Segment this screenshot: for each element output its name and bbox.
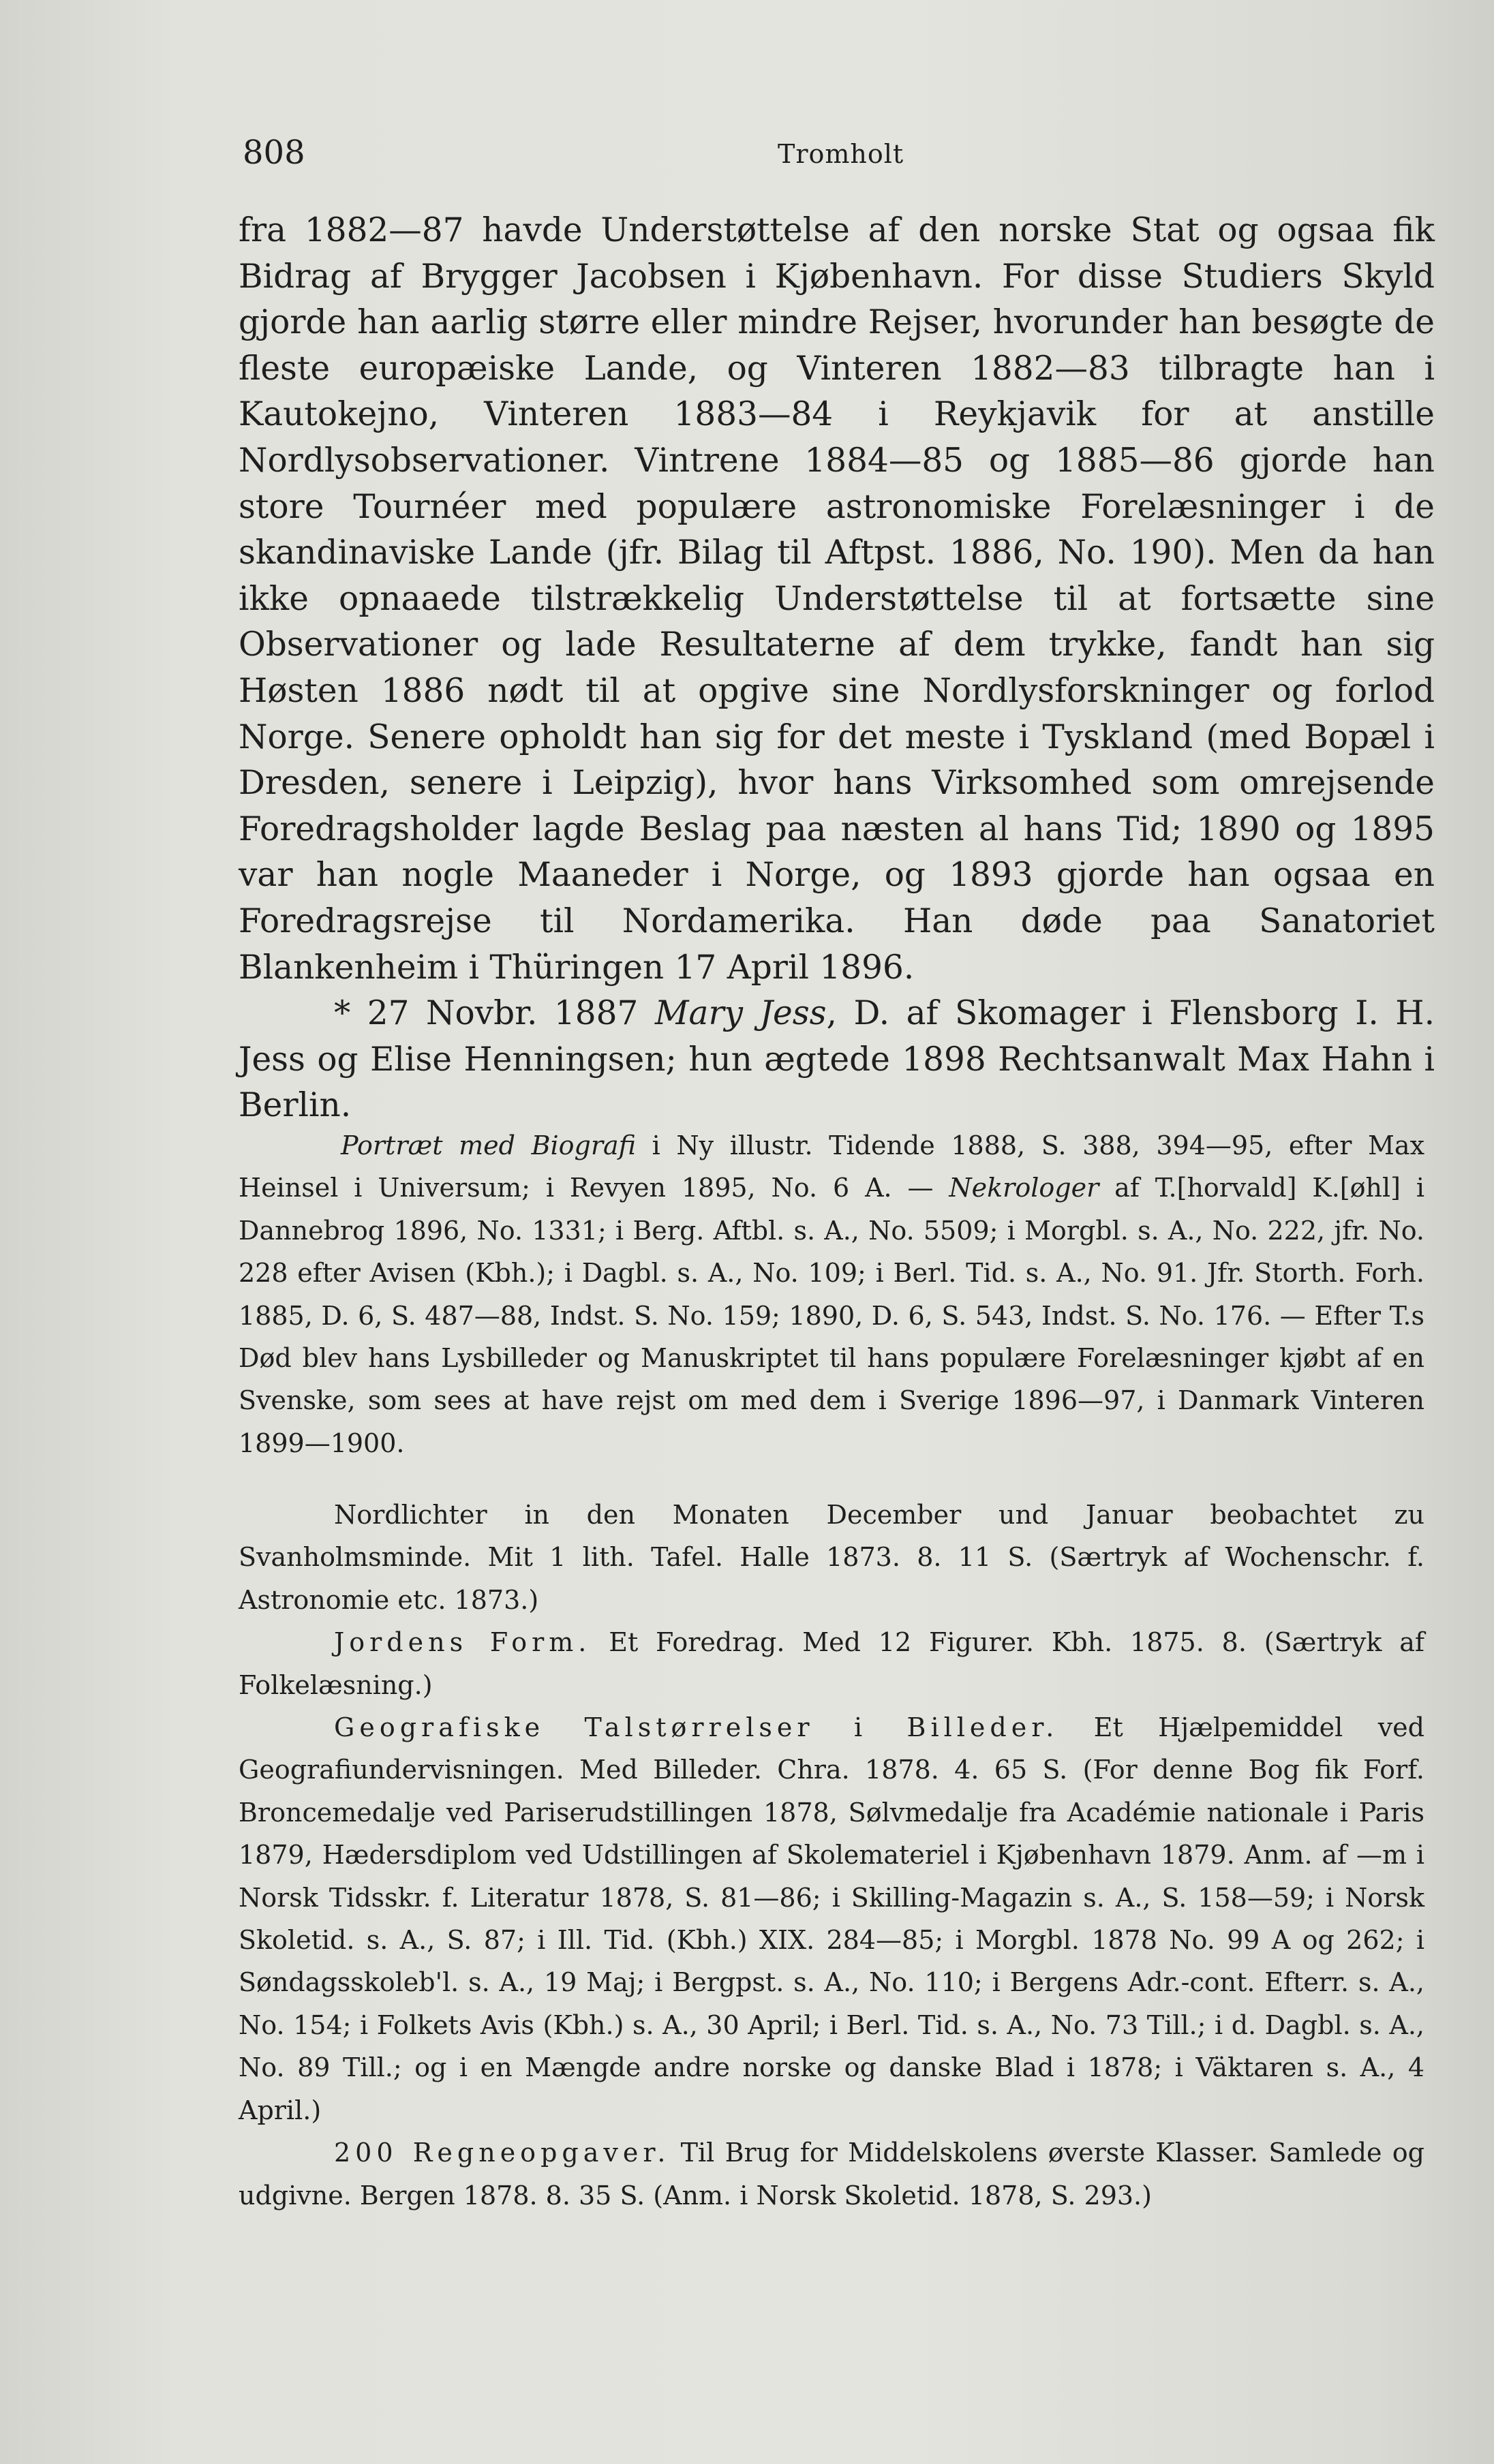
page-header (243, 134, 1429, 181)
work-entry (239, 2131, 1424, 2217)
work-text: Et Foredrag. Med 12 Figurer. Kbh. 1875. 8. (Særtryk af Folkelæsning.) (239, 1627, 1424, 1700)
marriage-date: * 27 Novbr. 1887 (334, 994, 639, 1033)
marriage-details: , D. af Skomager i Flensborg I. H. Jess og Elise Henningsen; hun ægtede 1898 Rechtsanwalt Max Hahn i Berlin. (239, 994, 1435, 1125)
work-text: Et Hjælpemiddel ved Geografiundervisningen. Med Billeder. Chra. 1878. 4. 65 S. (For denne Bog fik Forf. Broncemedalje ved Pariserudstillingen 1878, Sølvmedalje fra Académie nationale i Paris 1879, Hædersdiplom ved Udstillingen af Skolemateriel i Kjøbenhavn 1879. Anm. af —m i Norsk Tidsskr. f. Literatur 1878, S. 81—86; i Skilling-Magazin s. A., S. 158—59; i Norsk Skoletid. s. A., S. 87; i Ill. Tid. (Kbh.) XIX. 284—85; i Morgbl. 1878 No. 99 A og 262; i Søndagsskoleb'l. s. A., 19 Maj; i Bergpst. s. A., No. 110; i Bergens Adr.-cont. Efterr. s. A., No. 154; i Folkets Avis (Kbh.) s. A., 30 April; i Berl. Tid. s. A., No. 73 Till.; i d. Dagbl. s. A., No. 89 Till.; og i en Mængde andre norske og danske Blad i 1878; i Väktaren s. A., 4 April.) (239, 1712, 1424, 2125)
biography-section (239, 208, 1435, 1129)
references-text-1: i Ny illustr. Tidende 1888, S. 388, 394—95, efter Max Heinsel i Universum; i Revyen 1895, No. 6 A. — (239, 1130, 1425, 1203)
work-text: Nordlichter in den Monaten December und Januar beobachtet zu Svanholmsminde. Mit 1 lith. Tafel. Halle 1873. 8. 11 S. (Særtryk af Wochenschr. f. Astronomie etc. 1873.) (239, 1500, 1424, 1615)
work-title: Jordens Form. (334, 1627, 592, 1658)
references-section (239, 1124, 1424, 1464)
biography-paragraph: fra 1882—87 havde Understøttelse af den norske Stat og ogsaa fik Bidrag af Brygger Jacobsen i Kjøbenhavn. For disse Studiers Skyld gjorde han aarlig større eller mindre Rejser, hvorunder han besøgte de fleste europæiske Lande, og Vinteren 1882—83 tilbragte han i Kautokejno, Vinteren 1883—84 i Reykjavik for at anstille Nordlysobservationer. Vintrene 1884—85 og 1885—86 gjorde han store Tournéer med populære astronomiske Forelæsninger i de skandinaviske Lande (jfr. Bilag til Aftpst. 1886, No. 190). Men da han ikke opnaaede tilstrækkelig Understøttelse til at fortsætte sine Observationer og lade Resultaterne af dem trykke, fandt han sig Høsten 1886 nødt til at opgive sine Nordlysforskninger og forlod Norge. Senere opholdt han sig for det meste i Tyskland (med Bopæl i Dresden, senere i Leipzig), hvor hans Virksomhed som omrejsende Foredragsholder lagde Beslag paa næsten al hans Tid; 1890 og 1895 var han nogle Maaneder i Norge, og 1893 gjorde han ogsaa en Foredragsrejse til Nordamerika. Han døde paa Sanatoriet Blankenheim i Thüringen 17 April 1896. (239, 211, 1435, 987)
works-list (239, 1494, 1424, 2217)
references-text-2: af T.[horvald] K.[øhl] i Dannebrog 1896, No. 1331; i Berg. Aftbl. s. A., No. 5509; i Morgbl. s. A., No. 222, jfr. No. 228 efter Avisen (Kbh.); i Dagbl. s. A., No. 109; i Berl. Tid. s. A., No. 91. Jfr. Storth. Forh. 1885, D. 6, S. 487—88, Indst. S. No. 159; 1890, D. 6, S. 543, Indst. S. No. 176. — Efter T.s Død blev hans Lysbilleder og Manuskriptet til hans populære Forelæsninger kjøbt af en Svenske, som sees at have rejst om med dem i Sverige 1896—97, i Danmark Vinteren 1899—1900. (239, 1173, 1424, 1458)
nekrologer-label: Nekrologer (949, 1173, 1099, 1203)
running-head: Tromholt (778, 139, 904, 169)
work-entry (239, 1621, 1424, 1706)
work-title: Geografiske Talstørrelser i Billeder. (334, 1712, 1059, 1743)
work-entry (239, 1494, 1424, 1621)
portrait-biography-label: Portræt med Biografi (341, 1130, 637, 1160)
work-title: 200 Regneopgaver. (334, 2138, 671, 2168)
work-entry (239, 1706, 1424, 2131)
references-paragraph (239, 1124, 1424, 1464)
work-text: Til Brug for Middelskolens øverste Klasser. Samlede og udgivne. Bergen 1878. 8. 35 S. (Anm. i Norsk Skoletid. 1878, S. 293.) (239, 2138, 1424, 2211)
page-number: 808 (243, 134, 305, 172)
marriage-paragraph (239, 991, 1435, 1129)
spouse-name: Mary Jess (654, 994, 827, 1033)
